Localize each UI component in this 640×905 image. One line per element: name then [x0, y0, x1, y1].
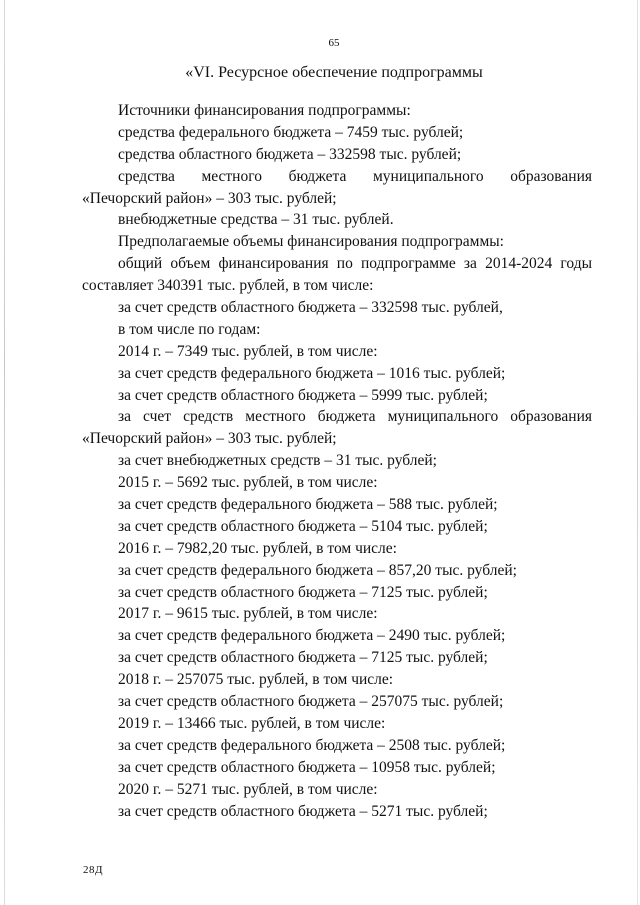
section-heading: «VI. Ресурсное обеспечение подпрограммы — [185, 64, 483, 81]
text-line: 2019 г. – 13466 тыс. рублей, в том числе: — [118, 714, 386, 732]
text-line: за счет средств местного бюджета муниципального образования — [118, 408, 592, 426]
text-line: внебюджетные средства – 31 тыс. рублей. — [118, 211, 394, 229]
text-line: за счет средств областного бюджета – 10958 тыс. рублей; — [118, 758, 496, 776]
text-line: за счет средств областного бюджета – 7125 тыс. рублей; — [118, 649, 488, 667]
text-line: 2016 г. – 7982,20 тыс. рублей, в том числе: — [118, 539, 397, 557]
text-line: 2014 г. – 7349 тыс. рублей, в том числе: — [118, 342, 378, 360]
page-number: 65 — [328, 37, 340, 49]
text-line: средства федерального бюджета – 7459 тыс. рублей; — [118, 123, 464, 141]
text-line: за счет средств областного бюджета – 257075 тыс. рублей; — [118, 693, 504, 711]
text-line: в том числе по годам: — [118, 320, 261, 338]
text-line: «Печорский район» – 303 тыс. рублей; — [82, 430, 337, 448]
text-line: за счет средств федерального бюджета – 1016 тыс. рублей; — [118, 364, 506, 382]
document-code: 28Д — [83, 864, 104, 876]
text-line: общий объем финансирования по подпрограмме за 2014-2024 годы — [118, 255, 592, 273]
text-line: 2018 г. – 257075 тыс. рублей, в том числе: — [118, 671, 394, 689]
scan-edge-right — [637, 0, 638, 905]
text-line: за счет средств областного бюджета – 7125 тыс. рублей; — [118, 583, 488, 601]
text-line: 2015 г. – 5692 тыс. рублей, в том числе: — [118, 474, 378, 492]
text-line: 2017 г. – 9615 тыс. рублей, в том числе: — [118, 605, 378, 623]
text-line: за счет средств областного бюджета – 5999 тыс. рублей; — [118, 386, 488, 404]
text-line: за счет средств областного бюджета – 5104 тыс. рублей; — [118, 517, 488, 535]
text-line: составляет 340391 тыс. рублей, в том числе: — [82, 277, 374, 295]
text-line: за счет средств федерального бюджета – 2490 тыс. рублей; — [118, 627, 506, 645]
text-line: средства областного бюджета – 332598 тыс. рублей; — [118, 145, 462, 163]
scan-edge-left — [4, 0, 5, 905]
text-line: Предполагаемые объемы финансирования подпрограммы: — [118, 233, 504, 251]
text-line: средства местного бюджета муниципального образования — [118, 167, 592, 185]
text-line: за счет средств федерального бюджета – 588 тыс. рублей; — [118, 496, 498, 514]
text-line: за счет внебюджетных средств – 31 тыс. рублей; — [118, 452, 437, 470]
text-line: 2020 г. – 5271 тыс. рублей, в том числе: — [118, 780, 378, 798]
text-line: за счет средств федерального бюджета – 857,20 тыс. рублей; — [118, 561, 517, 579]
text-line: за счет средств областного бюджета – 5271 тыс. рублей; — [118, 802, 488, 820]
text-line: за счет средств областного бюджета – 332598 тыс. рублей, — [118, 299, 503, 317]
text-line: «Печорский район» – 303 тыс. рублей; — [82, 189, 337, 207]
text-line: за счет средств федерального бюджета – 2508 тыс. рублей; — [118, 736, 506, 754]
body-text — [82, 100, 592, 822]
text-line: Источники финансирования подпрограммы: — [118, 102, 411, 119]
